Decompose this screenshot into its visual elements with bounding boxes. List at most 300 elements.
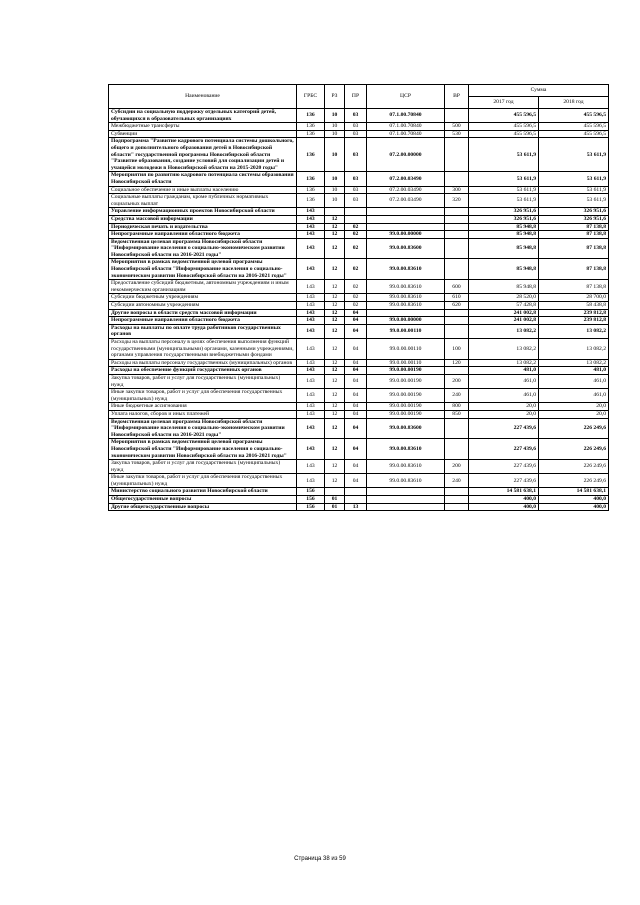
cell-pr: 04 <box>345 460 367 474</box>
cell-sum-2018: 53 611,9 <box>539 186 609 194</box>
cell-rz: 10 <box>325 186 345 194</box>
cell-csr <box>367 208 445 216</box>
cell-sum-2017: 57 428,8 <box>469 302 539 310</box>
table-row <box>109 474 609 488</box>
cell-vr <box>445 496 469 504</box>
cell-sum-2017: 85 948,8 <box>469 259 539 280</box>
cell-sum-2017: 53 611,9 <box>469 194 539 208</box>
cell-sum-2017: 227 439,6 <box>469 418 539 439</box>
cell-grbs: 143 <box>297 302 325 310</box>
header-rz: РЗ <box>325 85 345 109</box>
table-row <box>109 138 609 172</box>
cell-name: Ведомственная целевая программа Новосибирской области "Информирование населения о социально-экономическом развитии Новосибирской области на 2016-2021 годы" <box>109 418 297 439</box>
cell-name: Периодическая печать и издательства <box>109 223 297 231</box>
cell-sum-2018: 226 249,6 <box>539 439 609 460</box>
cell-name: Субсидии на социальную поддержку отдельных категорий детей, обучающихся в образовательных организациях <box>109 109 297 123</box>
cell-grbs: 143 <box>297 374 325 388</box>
table-row <box>109 172 609 186</box>
cell-vr <box>445 439 469 460</box>
cell-sum-2017: 20,0 <box>469 403 539 411</box>
table-header <box>109 85 609 109</box>
table-row <box>109 324 609 338</box>
cell-vr: 530 <box>445 130 469 138</box>
cell-name: Другие общегосударственные вопросы <box>109 503 297 511</box>
page-footer: Страница 38 из 59 <box>294 856 346 862</box>
cell-rz <box>325 488 345 496</box>
cell-name: Министерство социального развития Новосибирской области <box>109 488 297 496</box>
cell-grbs: 156 <box>297 496 325 504</box>
cell-csr: 07.2.00.03490 <box>367 172 445 186</box>
cell-rz: 12 <box>325 238 345 259</box>
cell-sum-2017: 461,0 <box>469 374 539 388</box>
cell-sum-2018: 326 951,6 <box>539 215 609 223</box>
cell-grbs: 143 <box>297 439 325 460</box>
cell-pr: 04 <box>345 439 367 460</box>
cell-grbs: 143 <box>297 280 325 294</box>
cell-grbs: 143 <box>297 474 325 488</box>
cell-csr: 07.1.00.70840 <box>367 109 445 123</box>
cell-pr: 02 <box>345 280 367 294</box>
cell-rz: 12 <box>325 389 345 403</box>
cell-sum-2018: 53 611,9 <box>539 172 609 186</box>
cell-rz: 12 <box>325 309 345 317</box>
cell-vr: 850 <box>445 410 469 418</box>
cell-sum-2018: 13 082,2 <box>539 324 609 338</box>
cell-vr <box>445 309 469 317</box>
cell-vr <box>445 208 469 216</box>
cell-grbs: 136 <box>297 172 325 186</box>
cell-rz: 12 <box>325 403 345 411</box>
cell-name: Ведомственная целевая программа Новосибирской области "Информирование населения о социально-экономическом развитии Новосибирской области на 2016-2021 годы" <box>109 238 297 259</box>
header-grbs: ГРБС <box>297 85 325 109</box>
table-row <box>109 302 609 310</box>
cell-csr: 99.0.00.83610 <box>367 302 445 310</box>
cell-name: Управление информационных проектов Новосибирской области <box>109 208 297 216</box>
cell-sum-2018: 20,0 <box>539 403 609 411</box>
cell-vr: 200 <box>445 460 469 474</box>
cell-pr: 03 <box>345 194 367 208</box>
cell-grbs: 143 <box>297 309 325 317</box>
cell-rz: 12 <box>325 418 345 439</box>
cell-name: Непрограммные направления областного бюджета <box>109 317 297 325</box>
cell-grbs: 143 <box>297 208 325 216</box>
cell-csr: 99.0.00.00190 <box>367 367 445 375</box>
cell-name: Мероприятия по развитию кадрового потенциала системы образования Новосибирской области <box>109 172 297 186</box>
header-sum: Сумма <box>469 85 609 97</box>
cell-grbs: 143 <box>297 418 325 439</box>
cell-vr: 240 <box>445 389 469 403</box>
cell-pr: 13 <box>345 503 367 511</box>
cell-vr: 620 <box>445 302 469 310</box>
table-row <box>109 367 609 375</box>
cell-sum-2017: 85 948,8 <box>469 231 539 239</box>
cell-csr: 99.0.00.00190 <box>367 410 445 418</box>
cell-sum-2017: 455 596,5 <box>469 123 539 131</box>
cell-vr: 120 <box>445 359 469 367</box>
cell-vr <box>445 109 469 123</box>
cell-vr: 500 <box>445 123 469 131</box>
cell-sum-2017: 28 520,0 <box>469 294 539 302</box>
cell-pr: 04 <box>345 324 367 338</box>
cell-vr <box>445 324 469 338</box>
cell-csr: 99.0.00.83610 <box>367 259 445 280</box>
cell-csr: 99.0.00.83610 <box>367 460 445 474</box>
cell-vr: 240 <box>445 474 469 488</box>
cell-name: Субсидии бюджетным учреждениям <box>109 294 297 302</box>
cell-csr: 99.0.00.83600 <box>367 418 445 439</box>
cell-vr <box>445 418 469 439</box>
cell-grbs: 136 <box>297 186 325 194</box>
cell-sum-2018: 53 611,9 <box>539 194 609 208</box>
cell-pr: 02 <box>345 302 367 310</box>
cell-vr: 300 <box>445 186 469 194</box>
cell-pr <box>345 496 367 504</box>
cell-rz: 12 <box>325 317 345 325</box>
cell-pr: 02 <box>345 223 367 231</box>
cell-pr: 02 <box>345 238 367 259</box>
cell-csr: 99.0.00.00190 <box>367 389 445 403</box>
cell-grbs: 136 <box>297 109 325 123</box>
cell-rz: 12 <box>325 460 345 474</box>
cell-rz: 01 <box>325 496 345 504</box>
cell-grbs: 143 <box>297 460 325 474</box>
cell-name: Мероприятия в рамках ведомственной целевой программы Новосибирской области "Информирование населения о социально-экономическом развитии Новосибирской области на 2016-2021 годы" <box>109 259 297 280</box>
cell-name: Социальное обеспечение и иные выплаты населению <box>109 186 297 194</box>
cell-pr: 03 <box>345 186 367 194</box>
cell-rz: 10 <box>325 130 345 138</box>
cell-vr: 100 <box>445 339 469 360</box>
cell-pr: 04 <box>345 359 367 367</box>
header-vr: ВР <box>445 85 469 109</box>
cell-grbs: 143 <box>297 339 325 360</box>
header-2018: 2018 год <box>539 97 609 109</box>
cell-pr: 04 <box>345 403 367 411</box>
cell-rz: 10 <box>325 123 345 131</box>
table-row <box>109 439 609 460</box>
cell-pr: 04 <box>345 339 367 360</box>
cell-grbs: 136 <box>297 194 325 208</box>
cell-vr <box>445 503 469 511</box>
cell-csr <box>367 309 445 317</box>
cell-sum-2017: 13 082,2 <box>469 339 539 360</box>
cell-pr: 02 <box>345 294 367 302</box>
cell-vr: 600 <box>445 280 469 294</box>
cell-csr <box>367 488 445 496</box>
cell-sum-2018: 87 138,8 <box>539 259 609 280</box>
table-row <box>109 317 609 325</box>
cell-pr: 03 <box>345 109 367 123</box>
cell-sum-2017: 400,0 <box>469 503 539 511</box>
cell-sum-2018: 455 596,5 <box>539 123 609 131</box>
table-row <box>109 208 609 216</box>
cell-rz: 12 <box>325 259 345 280</box>
cell-name: Расходы на обеспечение функций государственных органов <box>109 367 297 375</box>
cell-sum-2017: 241 002,8 <box>469 317 539 325</box>
table-row <box>109 109 609 123</box>
cell-sum-2018: 53 611,9 <box>539 138 609 172</box>
cell-csr: 99.0.00.83610 <box>367 474 445 488</box>
cell-csr: 07.1.00.70840 <box>367 123 445 131</box>
cell-rz: 12 <box>325 367 345 375</box>
cell-name: Расходы на выплаты персоналу государственных (муниципальных) органов <box>109 359 297 367</box>
cell-sum-2018: 87 138,8 <box>539 238 609 259</box>
cell-grbs: 143 <box>297 223 325 231</box>
cell-sum-2018: 226 249,6 <box>539 418 609 439</box>
table-row <box>109 389 609 403</box>
cell-sum-2018: 20,0 <box>539 410 609 418</box>
cell-name: Иные закупки товаров, работ и услуг для обеспечения государственных (муниципальных) нужд <box>109 474 297 488</box>
table-row <box>109 294 609 302</box>
cell-vr: 320 <box>445 194 469 208</box>
cell-name: Иные закупки товаров, работ и услуг для обеспечения государственных (муниципальных) нужд <box>109 389 297 403</box>
table-row <box>109 418 609 439</box>
cell-pr: 04 <box>345 410 367 418</box>
cell-pr <box>345 215 367 223</box>
header-csr: ЦСР <box>367 85 445 109</box>
cell-sum-2017: 13 082,2 <box>469 324 539 338</box>
cell-pr: 04 <box>345 367 367 375</box>
cell-sum-2018: 239 812,8 <box>539 309 609 317</box>
cell-csr: 07.1.00.70840 <box>367 130 445 138</box>
cell-sum-2017: 326 951,6 <box>469 215 539 223</box>
cell-sum-2018: 481,0 <box>539 367 609 375</box>
cell-csr: 99.0.00.00000 <box>367 317 445 325</box>
cell-sum-2018: 87 138,8 <box>539 280 609 294</box>
cell-name: Непрограммные направления областного бюджета <box>109 231 297 239</box>
table-row <box>109 130 609 138</box>
cell-vr: 610 <box>445 294 469 302</box>
cell-grbs: 143 <box>297 359 325 367</box>
cell-name: Социальные выплаты гражданам, кроме публичных нормативных социальных выплат <box>109 194 297 208</box>
cell-rz: 12 <box>325 302 345 310</box>
table-row <box>109 410 609 418</box>
cell-sum-2017: 14 581 638,1 <box>469 488 539 496</box>
table-row <box>109 488 609 496</box>
cell-sum-2018: 461,0 <box>539 389 609 403</box>
cell-grbs: 143 <box>297 231 325 239</box>
cell-vr <box>445 238 469 259</box>
cell-pr: 04 <box>345 474 367 488</box>
cell-sum-2017: 227 439,6 <box>469 474 539 488</box>
cell-sum-2018: 28 700,0 <box>539 294 609 302</box>
cell-sum-2017: 20,0 <box>469 410 539 418</box>
cell-csr: 99.0.00.00110 <box>367 359 445 367</box>
cell-rz: 12 <box>325 474 345 488</box>
cell-rz: 12 <box>325 374 345 388</box>
cell-csr: 99.0.00.83600 <box>367 238 445 259</box>
cell-pr: 02 <box>345 259 367 280</box>
table-row <box>109 280 609 294</box>
cell-sum-2018: 87 138,8 <box>539 231 609 239</box>
table-row <box>109 215 609 223</box>
cell-rz: 12 <box>325 339 345 360</box>
cell-csr: 99.0.00.00000 <box>367 231 445 239</box>
cell-rz: 12 <box>325 294 345 302</box>
cell-vr <box>445 215 469 223</box>
header-name: Наименование <box>109 85 297 109</box>
cell-rz <box>325 208 345 216</box>
cell-pr: 02 <box>345 231 367 239</box>
cell-sum-2017: 455 596,5 <box>469 130 539 138</box>
cell-grbs: 143 <box>297 238 325 259</box>
cell-name: Мероприятия в рамках ведомственной целевой программы Новосибирской области "Информирование населения о социально-экономическом развитии Новосибирской области на 2016-2021 годы" <box>109 439 297 460</box>
cell-grbs: 136 <box>297 130 325 138</box>
cell-rz: 12 <box>325 223 345 231</box>
cell-sum-2017: 461,0 <box>469 389 539 403</box>
cell-sum-2017: 13 082,2 <box>469 359 539 367</box>
cell-rz: 10 <box>325 109 345 123</box>
cell-name: Подпрограмма "Развитие кадрового потенциала системы дошкольного, общего и дополнительного образования детей в Новосибирской области" государственной программы Новосибирской области "Развитие образования, создание условий для социализации детей и учащейся молодежи в Новосибирской области на 2015-2020 годы" <box>109 138 297 172</box>
cell-name: Средства массовой информации <box>109 215 297 223</box>
cell-sum-2017: 227 439,6 <box>469 439 539 460</box>
cell-pr: 04 <box>345 418 367 439</box>
cell-pr <box>345 488 367 496</box>
cell-sum-2018: 226 249,6 <box>539 460 609 474</box>
cell-grbs: 143 <box>297 294 325 302</box>
cell-grbs: 143 <box>297 215 325 223</box>
cell-grbs: 136 <box>297 123 325 131</box>
cell-sum-2018: 58 438,8 <box>539 302 609 310</box>
cell-vr <box>445 231 469 239</box>
budget-document <box>108 84 608 511</box>
cell-rz: 10 <box>325 194 345 208</box>
cell-sum-2018: 14 581 638,1 <box>539 488 609 496</box>
cell-sum-2017: 53 611,9 <box>469 138 539 172</box>
cell-csr: 99.0.00.83610 <box>367 294 445 302</box>
budget-table <box>108 84 609 511</box>
cell-grbs: 143 <box>297 403 325 411</box>
cell-rz: 12 <box>325 410 345 418</box>
cell-grbs: 136 <box>297 138 325 172</box>
table-row <box>109 403 609 411</box>
cell-sum-2018: 400,0 <box>539 503 609 511</box>
cell-name: Предоставление субсидий бюджетным, автономным учреждениям и иным некоммерческим организациям <box>109 280 297 294</box>
cell-csr: 99.0.00.83610 <box>367 439 445 460</box>
cell-csr <box>367 503 445 511</box>
cell-pr: 03 <box>345 123 367 131</box>
cell-csr: 99.0.00.00190 <box>367 374 445 388</box>
cell-csr: 07.2.00.03490 <box>367 194 445 208</box>
cell-rz: 12 <box>325 280 345 294</box>
cell-pr: 03 <box>345 138 367 172</box>
cell-sum-2017: 53 611,9 <box>469 172 539 186</box>
cell-sum-2017: 85 948,8 <box>469 238 539 259</box>
table-body <box>109 109 609 511</box>
cell-name: Иные бюджетные ассигнования <box>109 403 297 411</box>
cell-sum-2017: 85 948,8 <box>469 280 539 294</box>
cell-pr: 03 <box>345 172 367 186</box>
cell-csr: 99.0.00.00110 <box>367 339 445 360</box>
cell-rz: 10 <box>325 138 345 172</box>
cell-pr: 04 <box>345 389 367 403</box>
cell-pr: 03 <box>345 130 367 138</box>
table-row <box>109 309 609 317</box>
cell-csr <box>367 215 445 223</box>
cell-sum-2017: 241 002,8 <box>469 309 539 317</box>
table-row <box>109 503 609 511</box>
cell-grbs: 143 <box>297 389 325 403</box>
table-row <box>109 123 609 131</box>
table-row <box>109 496 609 504</box>
cell-name: Субвенции <box>109 130 297 138</box>
cell-grbs: 143 <box>297 324 325 338</box>
cell-pr: 04 <box>345 309 367 317</box>
cell-rz: 12 <box>325 439 345 460</box>
cell-vr: 800 <box>445 403 469 411</box>
cell-sum-2018: 455 596,5 <box>539 130 609 138</box>
table-row <box>109 460 609 474</box>
cell-sum-2017: 400,0 <box>469 496 539 504</box>
cell-name: Закупка товаров, работ и услуг для государственных (муниципальных) нужд <box>109 460 297 474</box>
cell-csr <box>367 496 445 504</box>
cell-sum-2017: 326 951,6 <box>469 208 539 216</box>
cell-csr: 07.2.00.00000 <box>367 138 445 172</box>
table-row <box>109 259 609 280</box>
cell-sum-2017: 481,0 <box>469 367 539 375</box>
cell-rz: 12 <box>325 324 345 338</box>
cell-name: Расходы на выплаты по оплате труда работников государственных органов <box>109 324 297 338</box>
cell-pr <box>345 208 367 216</box>
cell-sum-2018: 400,0 <box>539 496 609 504</box>
cell-sum-2018: 13 082,2 <box>539 359 609 367</box>
cell-vr: 200 <box>445 374 469 388</box>
cell-name: Общегосударственные вопросы <box>109 496 297 504</box>
cell-rz: 10 <box>325 172 345 186</box>
table-row <box>109 238 609 259</box>
cell-vr <box>445 259 469 280</box>
cell-grbs: 143 <box>297 259 325 280</box>
cell-csr: 99.0.00.00190 <box>367 403 445 411</box>
header-2017: 2017 год <box>469 97 539 109</box>
header-pr: ПР <box>345 85 367 109</box>
table-row <box>109 223 609 231</box>
table-row <box>109 359 609 367</box>
cell-grbs: 143 <box>297 410 325 418</box>
cell-pr: 04 <box>345 317 367 325</box>
cell-sum-2018: 13 082,2 <box>539 339 609 360</box>
cell-grbs: 143 <box>297 317 325 325</box>
cell-vr <box>445 367 469 375</box>
cell-vr <box>445 317 469 325</box>
cell-sum-2017: 85 948,8 <box>469 223 539 231</box>
cell-vr <box>445 138 469 172</box>
cell-rz: 01 <box>325 503 345 511</box>
cell-vr <box>445 488 469 496</box>
cell-name: Уплата налогов, сборов и иных платежей <box>109 410 297 418</box>
cell-grbs: 156 <box>297 488 325 496</box>
cell-name: Другие вопросы в области средств массовой информации <box>109 309 297 317</box>
table-row <box>109 231 609 239</box>
cell-rz: 12 <box>325 231 345 239</box>
cell-sum-2017: 53 611,9 <box>469 186 539 194</box>
cell-sum-2017: 455 596,5 <box>469 109 539 123</box>
cell-sum-2018: 455 596,5 <box>539 109 609 123</box>
cell-grbs: 156 <box>297 503 325 511</box>
cell-sum-2017: 227 439,6 <box>469 460 539 474</box>
cell-csr: 99.0.00.83610 <box>367 280 445 294</box>
cell-pr: 04 <box>345 374 367 388</box>
cell-vr <box>445 172 469 186</box>
table-row <box>109 374 609 388</box>
cell-rz: 12 <box>325 359 345 367</box>
cell-name: Расходы на выплаты персоналу в целях обеспечения выполнения функций государственными (муниципальными) органами, казенными учреждениями, органами управления государственными внебюджетными фондами <box>109 339 297 360</box>
cell-vr <box>445 223 469 231</box>
table-row <box>109 194 609 208</box>
cell-name: Закупка товаров, работ и услуг для государственных (муниципальных) нужд <box>109 374 297 388</box>
cell-name: Межбюджетные трансферты <box>109 123 297 131</box>
cell-csr <box>367 223 445 231</box>
table-row <box>109 186 609 194</box>
